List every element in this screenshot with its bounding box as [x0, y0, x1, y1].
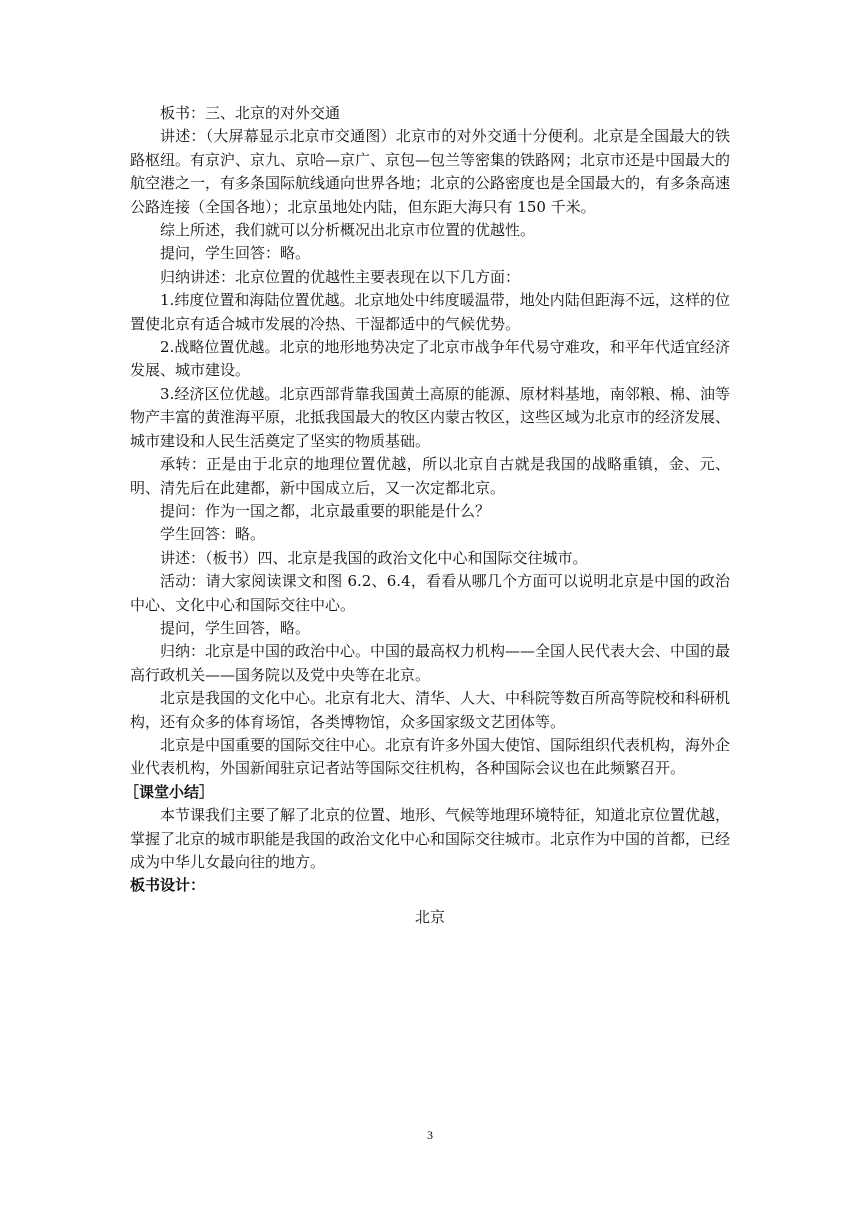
board-design-heading: 板书设计：: [130, 876, 206, 895]
paragraph-transport-lecture: 讲述：（大屏幕显示北京市交通图）北京市的对外交通十分便利。北京是全国最大的铁路枢纽。有京沪、京九、京哈—京广、京包—包兰等密集的铁路网；北京市还是中国最大的航空港之一，有多条国际航线通向世界各地；北京的公路密度也是全国最大的，有多条高速公路连接（全国各地）；北京虽地处内陆，但东距大海只有 150 千米。: [130, 127, 731, 216]
paragraph-point-economic: 3.经济区位优越。北京西部背靠我国黄土高原的能源、原材料基地，南邻粮、棉、油等物产丰富的黄淮海平原，北抵我国最大的牧区内蒙古牧区，这些区域为北京市的经济发展、城市建设和人民生活奠定了坚实的物质基础。: [130, 384, 731, 450]
paragraph-question-answer-2: 提问，学生回答，略。: [160, 618, 311, 637]
paragraph-international-center: 北京是中国重要的国际交往中心。北京有许多外国大使馆、国际组织代表机构，海外企业代表机构，外国新闻驻京记者站等国际交往机构，各种国际会议也在此频繁召开。: [130, 735, 731, 778]
paragraph-question-answer: 提问，学生回答：略。: [160, 244, 311, 263]
paragraph-cultural-center: 北京是我国的文化中心。北京有北大、清华、人大、中科院等数百所高等院校和科研机构，还有众多的体育场馆，各类博物馆，众多国家级文艺团体等。: [130, 689, 731, 731]
paragraph-summary-intro: 归纳讲述：北京位置的优越性主要表现在以下几方面：: [160, 267, 521, 286]
paragraph-transition: 承转：正是由于北京的地理位置优越，所以北京自古就是我国的战略重镇，金、元、明、清先后在此建都，新中国成立后，又一次定都北京。: [130, 455, 730, 497]
page-content: [124, 102, 731, 929]
paragraph-board-center: 讲述：（板书）四、北京是我国的政治文化中心和国际交往城市。: [160, 548, 588, 567]
paragraph-political-center: 归纳：北京是中国的政治中心。中国的最高权力机构——全国人民代表大会、中国的最高行政机关——国务院以及党中央等在北京。: [130, 642, 731, 684]
summary-paragraph: 本节课我们主要了解了北京的位置、地形、气候等地理环境特征，知道北京位置优越，掌握了北京的城市职能是我国的政治文化中心和国际交往城市。北京作为中国的首都，已经成为中华儿女最向往的地方。: [130, 806, 731, 871]
paragraph-point-latitude: 1.纬度位置和海陆位置优越。北京地处中纬度暖温带，地处内陆但距海不远，这样的位置使北京有适合城市发展的冷热、干湿都适中的气候优势。: [130, 291, 730, 333]
board-design-title: 北京: [414, 907, 445, 926]
paragraph-board-transport: 板书：三、北京的对外交通: [160, 104, 341, 122]
paragraph-point-strategic: 2.战略位置优越。北京的地形地势决定了北京市战争年代易守难攻，和平年代适宜经济发展、城市建设。: [130, 338, 730, 380]
summary-heading: ［课堂小结］: [124, 782, 215, 801]
paragraph-conclusion: 综上所述，我们就可以分析概况出北京市位置的优越性。: [160, 221, 536, 240]
paragraph-student-answer: 学生回答：略。: [160, 525, 266, 544]
page-number: 3: [427, 1128, 433, 1142]
paragraph-activity: 活动：请大家阅读课文和图 6.2、6.4，看看从哪几个方面可以说明北京是中国的政治中心、文化中心和国际交往中心。: [130, 572, 730, 614]
paragraph-question-function: 提问：作为一国之都，北京最重要的职能是什么？: [160, 501, 491, 520]
